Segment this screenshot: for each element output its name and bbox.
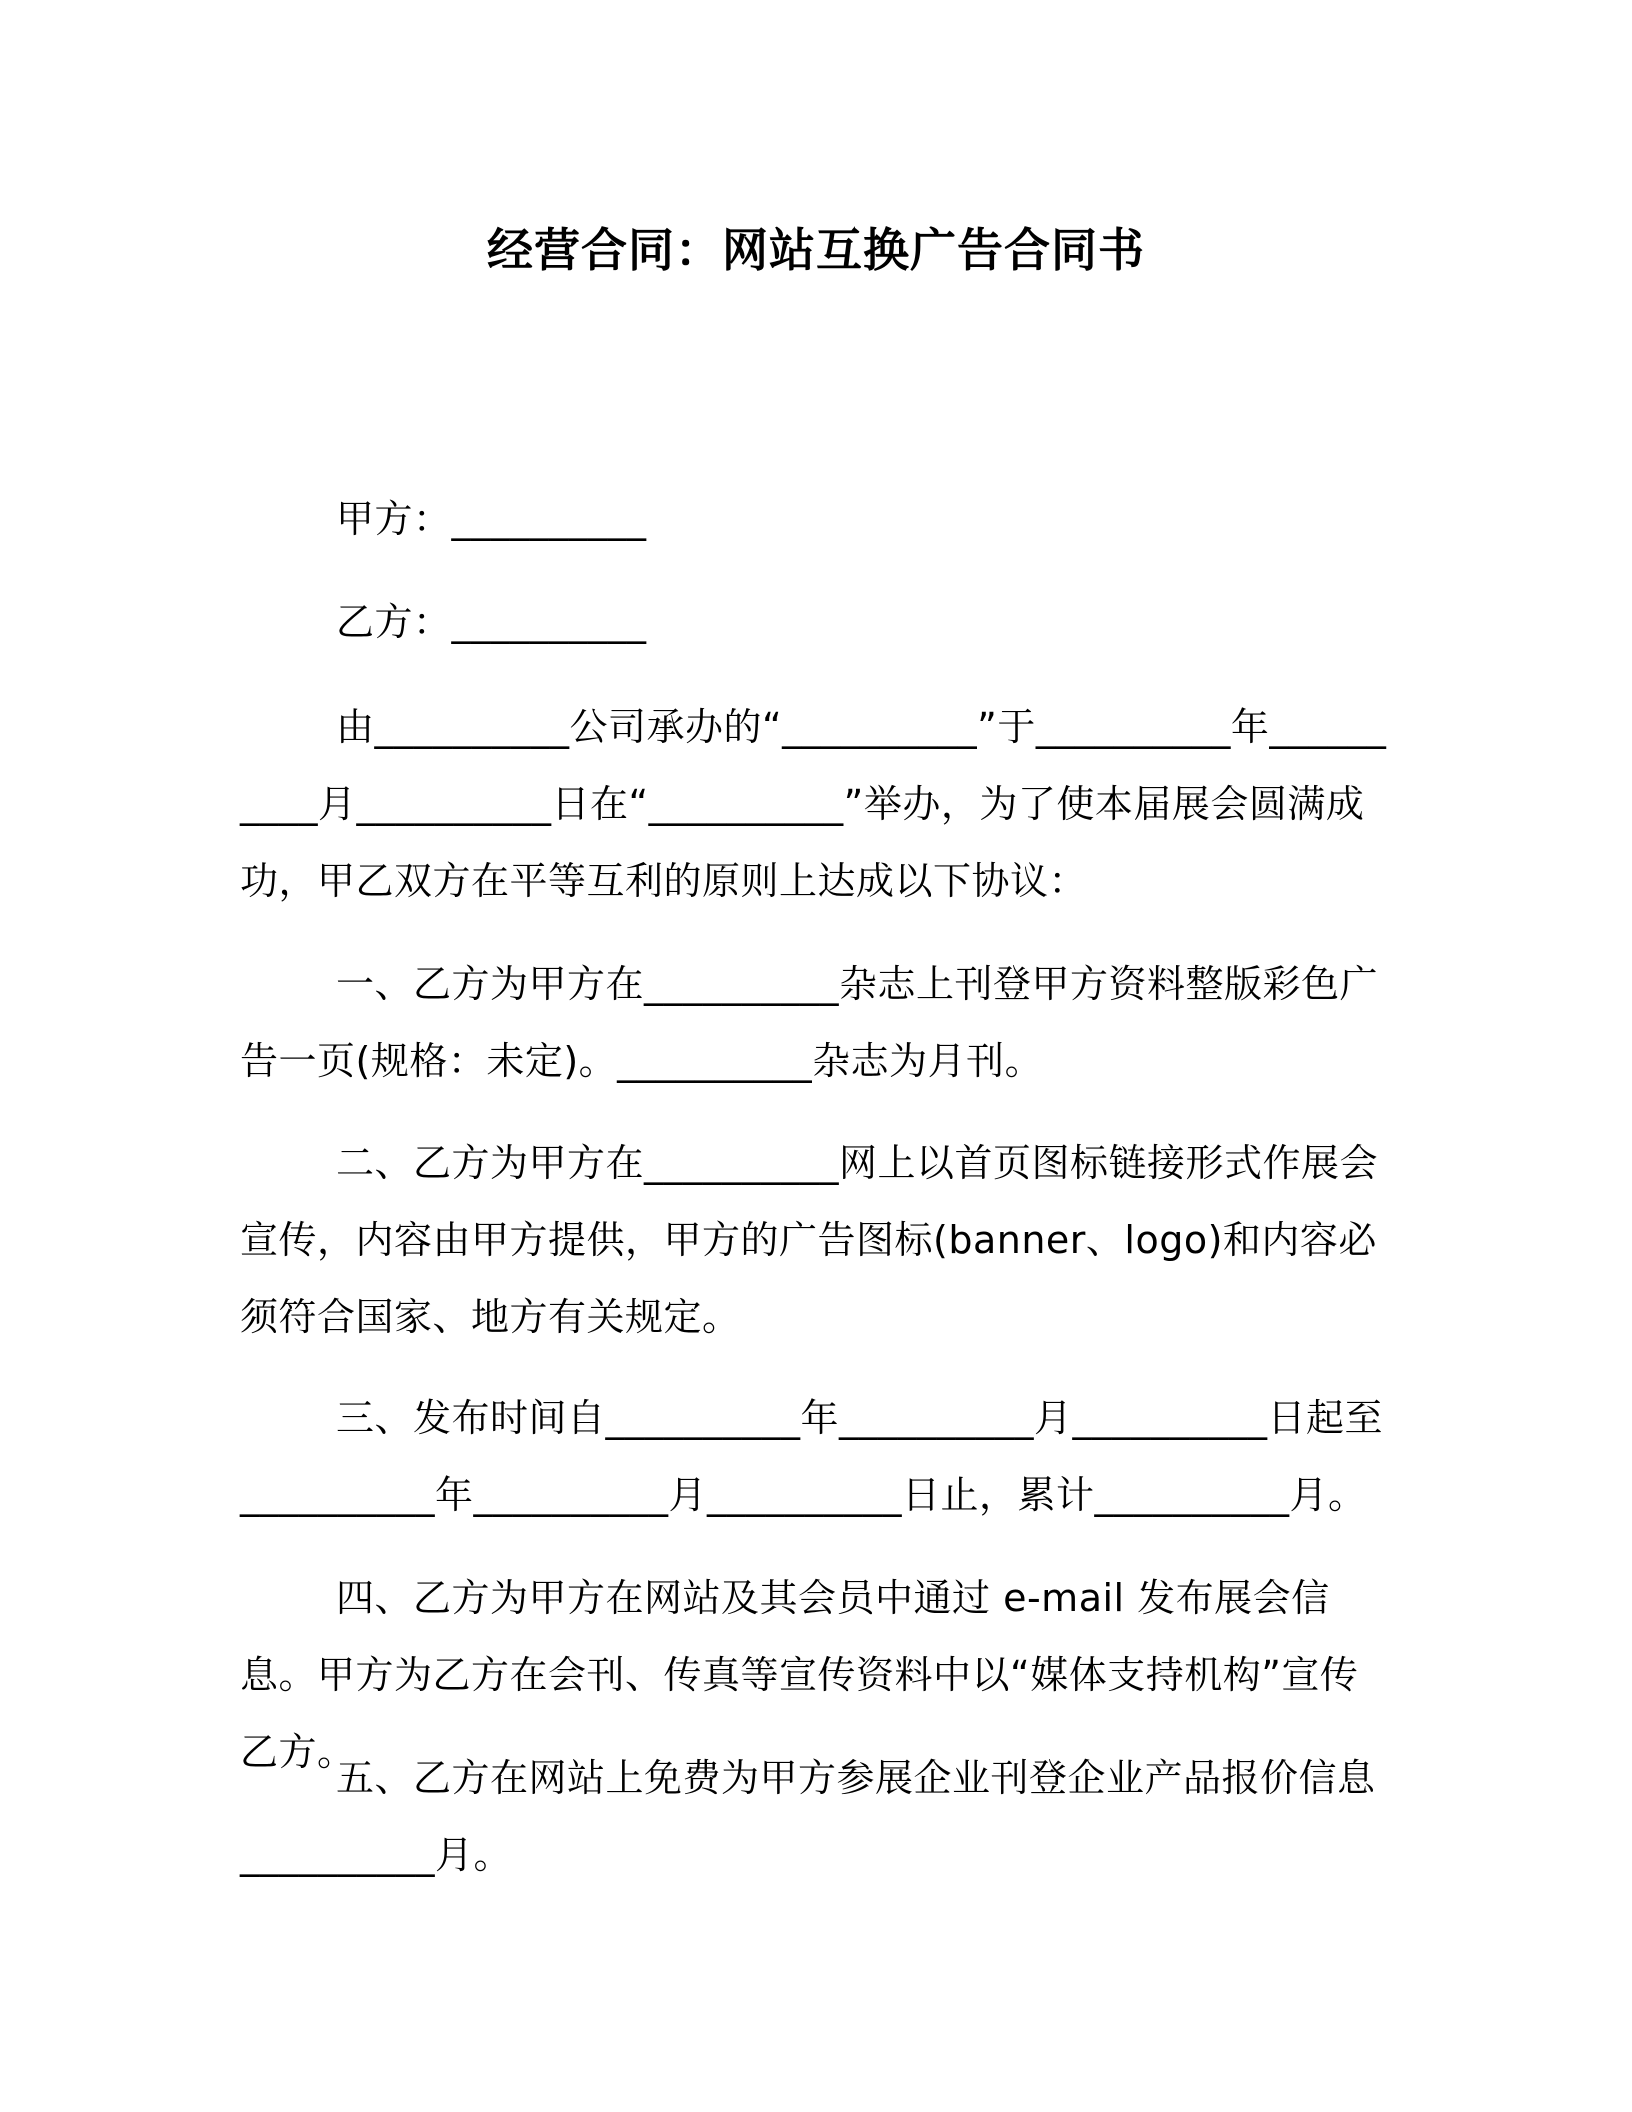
intro-paragraph: 由__________公司承办的“__________”于__________年__________月__________日在“__________”举办，为了使本届展会圆满成功，甲乙双方在平等互利的原则上达成以下协议： — [240, 705, 1387, 903]
clause-2-block — [240, 1125, 1392, 1356]
party-a-line: 甲方：__________ — [336, 497, 647, 541]
clause-2: 二、乙方为甲方在__________网上以首页图标链接形式作展会宣传，内容由甲方提供，甲方的广告图标(banner、logo)和内容必须符合国家、地方有关规定。 — [240, 1141, 1379, 1339]
clause-5: 五、乙方在网站上免费为甲方参展企业刊登企业产品报价信息__________月。 — [240, 1756, 1376, 1877]
clause-1-block — [240, 946, 1392, 1100]
party-b-line: 乙方：__________ — [336, 600, 647, 644]
clause-5-block — [240, 1740, 1392, 1894]
clause-3-block — [240, 1380, 1392, 1534]
clause-4: 四、乙方为甲方在网站及其会员中通过 e-mail 发布展会信息。甲方为乙方在会刊、传真等宣传资料中以“媒体支持机构”宣传乙方。 — [240, 1576, 1359, 1774]
clause-3: 三、发布时间自__________年__________月__________日起至__________年__________月__________日止，累计__________月。 — [240, 1396, 1384, 1517]
clause-1: 一、乙方为甲方在__________杂志上刊登甲方资料整版彩色广告一页(规格：未定)。__________杂志为月刊。 — [240, 962, 1379, 1083]
document-title: 经营合同：网站互换广告合同书 — [487, 223, 1145, 277]
intro-paragraph-block — [240, 689, 1392, 920]
